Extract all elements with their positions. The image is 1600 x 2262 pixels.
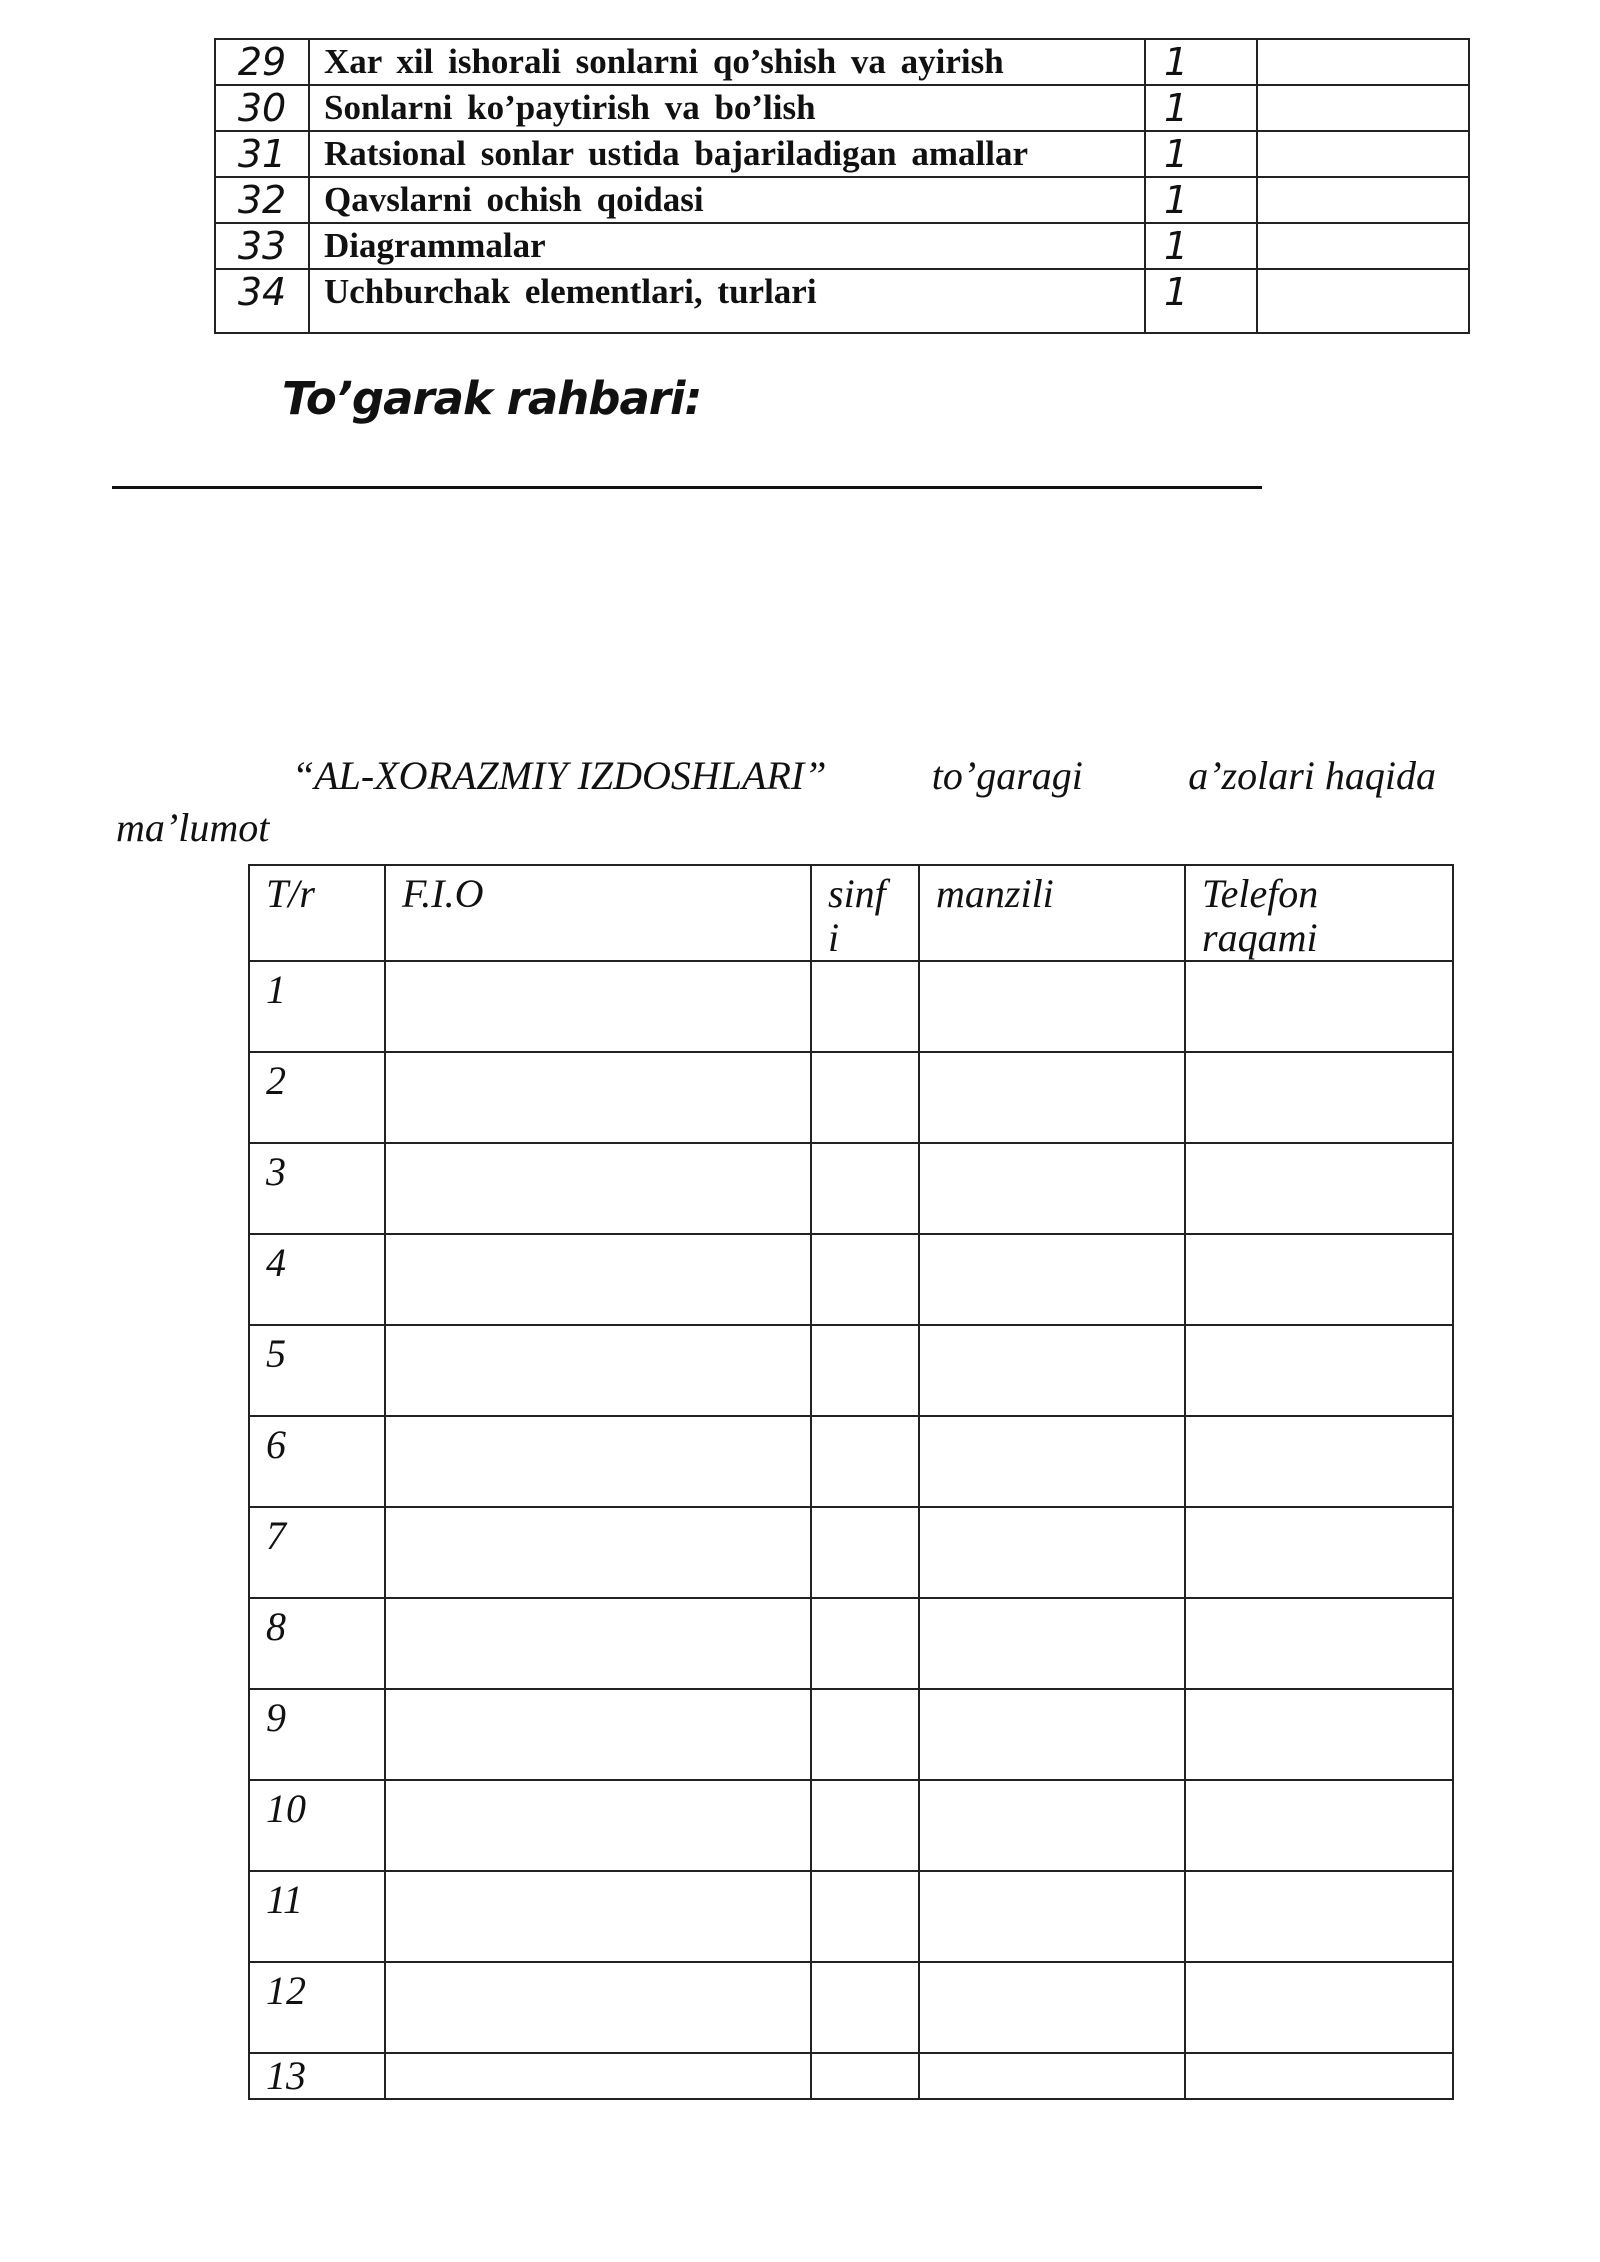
member-row [249, 961, 1453, 1052]
member-address-cell [919, 1234, 1185, 1325]
lesson-note [1257, 85, 1469, 131]
member-class-cell [811, 1598, 919, 1689]
lesson-row [215, 223, 1469, 269]
lesson-topic: Qavslarni ochish qoidasi [309, 177, 1145, 223]
lesson-hours: 1 [1145, 223, 1257, 269]
members-header-row [249, 865, 1453, 961]
member-address-cell [919, 2053, 1185, 2099]
member-number: 6 [249, 1416, 385, 1507]
member-class-cell [811, 2053, 919, 2099]
lesson-plan-table [214, 38, 1470, 334]
member-number: 11 [249, 1871, 385, 1962]
member-number: 5 [249, 1325, 385, 1416]
member-number: 3 [249, 1143, 385, 1234]
member-address-cell [919, 1052, 1185, 1143]
lesson-topic: Uchburchak elementlari, turlari [309, 269, 1145, 333]
lesson-row [215, 177, 1469, 223]
member-name-cell [385, 1234, 811, 1325]
member-address-cell [919, 1962, 1185, 2053]
lesson-topic: Sonlarni ko’paytirish va bo’lish [309, 85, 1145, 131]
member-name-cell [385, 1507, 811, 1598]
lesson-hours: 1 [1145, 39, 1257, 85]
member-number: 7 [249, 1507, 385, 1598]
member-class-cell [811, 1507, 919, 1598]
member-phone-cell [1185, 1780, 1453, 1871]
member-class-cell [811, 1780, 919, 1871]
member-address-cell [919, 961, 1185, 1052]
member-name-cell [385, 961, 811, 1052]
member-phone-cell [1185, 1143, 1453, 1234]
member-phone-cell [1185, 1598, 1453, 1689]
lesson-note [1257, 39, 1469, 85]
member-address-cell [919, 1416, 1185, 1507]
member-phone-cell [1185, 1416, 1453, 1507]
member-class-cell [811, 1416, 919, 1507]
member-name-cell [385, 1780, 811, 1871]
member-address-cell [919, 1871, 1185, 1962]
member-phone-cell [1185, 961, 1453, 1052]
member-phone-cell [1185, 2053, 1453, 2099]
member-phone-cell [1185, 1325, 1453, 1416]
lesson-row [215, 39, 1469, 85]
member-number: 13 [249, 2053, 385, 2099]
member-name-cell [385, 1052, 811, 1143]
member-class-cell [811, 961, 919, 1052]
member-row [249, 1325, 1453, 1416]
header-class [811, 865, 919, 961]
lesson-number: 32 [215, 177, 309, 223]
member-phone-cell [1185, 1689, 1453, 1780]
member-phone-cell [1185, 1507, 1453, 1598]
lesson-note [1257, 223, 1469, 269]
header-phone-line2: raqami [1202, 915, 1318, 960]
lesson-hours: 1 [1145, 131, 1257, 177]
member-row [249, 1234, 1453, 1325]
member-class-cell [811, 1143, 919, 1234]
member-class-cell [811, 1052, 919, 1143]
member-class-cell [811, 1962, 919, 2053]
member-number: 9 [249, 1689, 385, 1780]
lesson-note [1257, 269, 1469, 333]
member-number: 2 [249, 1052, 385, 1143]
header-number: T/r [249, 865, 385, 961]
member-address-cell [919, 1780, 1185, 1871]
member-phone-cell [1185, 1871, 1453, 1962]
lesson-number: 30 [215, 85, 309, 131]
member-row [249, 1689, 1453, 1780]
lesson-number: 33 [215, 223, 309, 269]
title-word-club: to’garagi [931, 753, 1083, 798]
lesson-note [1257, 177, 1469, 223]
member-number: 1 [249, 961, 385, 1052]
member-name-cell [385, 1143, 811, 1234]
member-name-cell [385, 1962, 811, 2053]
member-phone-cell [1185, 1052, 1453, 1143]
member-class-cell [811, 1234, 919, 1325]
club-leader-label: To’garak rahbari: [282, 372, 702, 425]
title-club-name: “AL-XORAZMIY IZDOSHLARI” [292, 753, 827, 798]
member-name-cell [385, 1871, 811, 1962]
header-class-line1: sinf [828, 871, 886, 916]
header-full-name: F.I.O [385, 865, 811, 961]
member-name-cell [385, 1598, 811, 1689]
member-class-cell [811, 1871, 919, 1962]
member-address-cell [919, 1598, 1185, 1689]
lesson-number: 29 [215, 39, 309, 85]
member-row [249, 1962, 1453, 2053]
member-class-cell [811, 1689, 919, 1780]
member-number: 8 [249, 1598, 385, 1689]
member-phone-cell [1185, 1962, 1453, 2053]
member-row [249, 1143, 1453, 1234]
header-address: manzili [919, 865, 1185, 961]
title-word-members: a’zolari haqida [1188, 753, 1436, 798]
member-name-cell [385, 2053, 811, 2099]
member-row [249, 1416, 1453, 1507]
lesson-row [215, 131, 1469, 177]
member-name-cell [385, 1416, 811, 1507]
members-info-title [292, 752, 1436, 799]
member-number: 12 [249, 1962, 385, 2053]
member-address-cell [919, 1143, 1185, 1234]
lesson-hours: 1 [1145, 177, 1257, 223]
member-number: 10 [249, 1780, 385, 1871]
member-row [249, 2053, 1453, 2099]
member-address-cell [919, 1689, 1185, 1780]
member-row [249, 1780, 1453, 1871]
header-phone-line1: Telefon [1202, 871, 1319, 916]
lesson-note [1257, 131, 1469, 177]
lesson-topic: Ratsional sonlar ustida bajariladigan amallar [309, 131, 1145, 177]
member-class-cell [811, 1325, 919, 1416]
member-address-cell [919, 1507, 1185, 1598]
members-info-title-line2: ma’lumot [116, 805, 270, 850]
member-address-cell [919, 1325, 1185, 1416]
member-phone-cell [1185, 1234, 1453, 1325]
lesson-hours: 1 [1145, 85, 1257, 131]
lesson-row [215, 85, 1469, 131]
lesson-number: 31 [215, 131, 309, 177]
member-number: 4 [249, 1234, 385, 1325]
member-name-cell [385, 1325, 811, 1416]
lesson-hours: 1 [1145, 269, 1257, 333]
member-row [249, 1598, 1453, 1689]
member-row [249, 1052, 1453, 1143]
lesson-row [215, 269, 1469, 333]
lesson-topic: Diagrammalar [309, 223, 1145, 269]
signature-line [112, 486, 1262, 489]
members-table [248, 864, 1454, 2100]
lesson-topic: Xar xil ishorali sonlarni qo’shish va ayirish [309, 39, 1145, 85]
lesson-number: 34 [215, 269, 309, 333]
header-class-line2: i [828, 915, 840, 960]
member-row [249, 1871, 1453, 1962]
member-row [249, 1507, 1453, 1598]
member-name-cell [385, 1689, 811, 1780]
header-phone [1185, 865, 1453, 961]
